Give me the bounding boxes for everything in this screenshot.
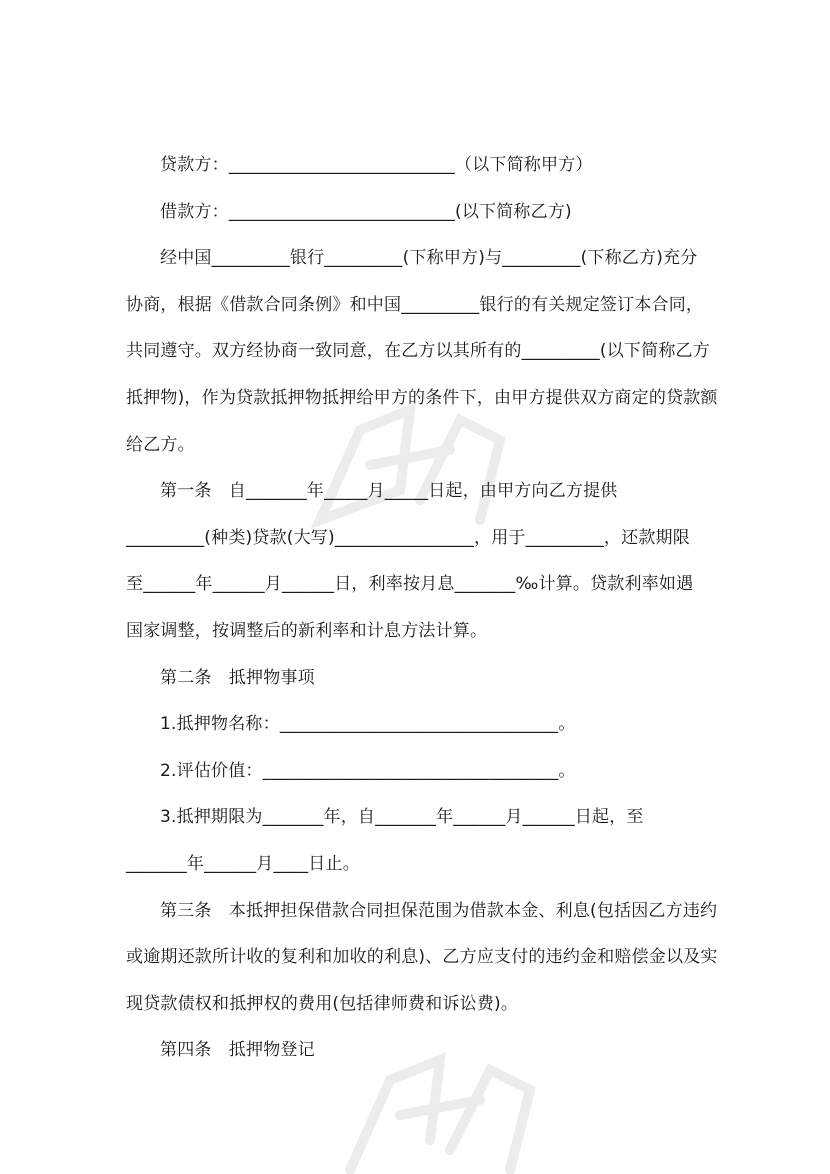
intro-paragraph-line-3: 共同遵守。双方经协商一致同意，在乙方以其所有的_________(以下简称乙方 [126, 341, 710, 362]
intro-paragraph-line-1: 经中国_________银行_________(下称甲方)与_________(下称乙方)充分 [160, 248, 698, 269]
article-2-item-1: 1.抵押物名称：________________________________。 [160, 714, 576, 735]
article-3-line-3: 现贷款债权和抵押权的费用(包括律师费和诉讼费)。 [126, 993, 519, 1014]
intro-paragraph-line-4: 抵押物)，作为贷款抵押物抵押给甲方的条件下，由甲方提供双方商定的贷款额 [126, 387, 718, 408]
intro-paragraph-line-5: 给乙方。 [126, 434, 195, 455]
article-3-line-1: 第三条 本抵押担保借款合同担保范围为借款本金、利息(包括因乙方违约 [160, 900, 718, 921]
article-3-line-2: 或逾期还款所计收的复利和加收的利息)、乙方应支付的违约金和赔偿金以及实 [126, 947, 718, 968]
contract-body [126, 142, 718, 1074]
article-2-heading: 第二条 抵押物事项 [160, 667, 315, 688]
article-1-line-2: _________(种类)贷款(大写)________________，用于_________，还款期限 [126, 527, 690, 548]
article-4-heading: 第四条 抵押物登记 [160, 1040, 315, 1061]
article-1-line-3: 至______年______月______日，利率按月息_______‰计算。贷款利率如遇 [126, 574, 694, 595]
article-2-item-3-line-1: 3.抵押期限为_______年，自_______年______月______日起，至 [160, 807, 644, 828]
article-2-item-3-line-2: _______年______月____日止。 [126, 853, 360, 874]
article-2-item-2: 2.评估价值：__________________________________。 [160, 760, 576, 781]
intro-paragraph-line-2: 协商，根据《借款合同条例》和中国_________银行的有关规定签订本合同， [126, 294, 704, 315]
borrower-line: 借款方：__________________________(以下简称乙方) [160, 201, 572, 222]
article-1-line-4: 国家调整，按调整后的新利率和计息方法计算。 [126, 620, 488, 641]
article-1-line-1: 第一条 自_______年_____月_____日起，由甲方向乙方提供 [160, 481, 618, 502]
lender-line: 贷款方：__________________________（以下简称甲方） [160, 155, 593, 175]
